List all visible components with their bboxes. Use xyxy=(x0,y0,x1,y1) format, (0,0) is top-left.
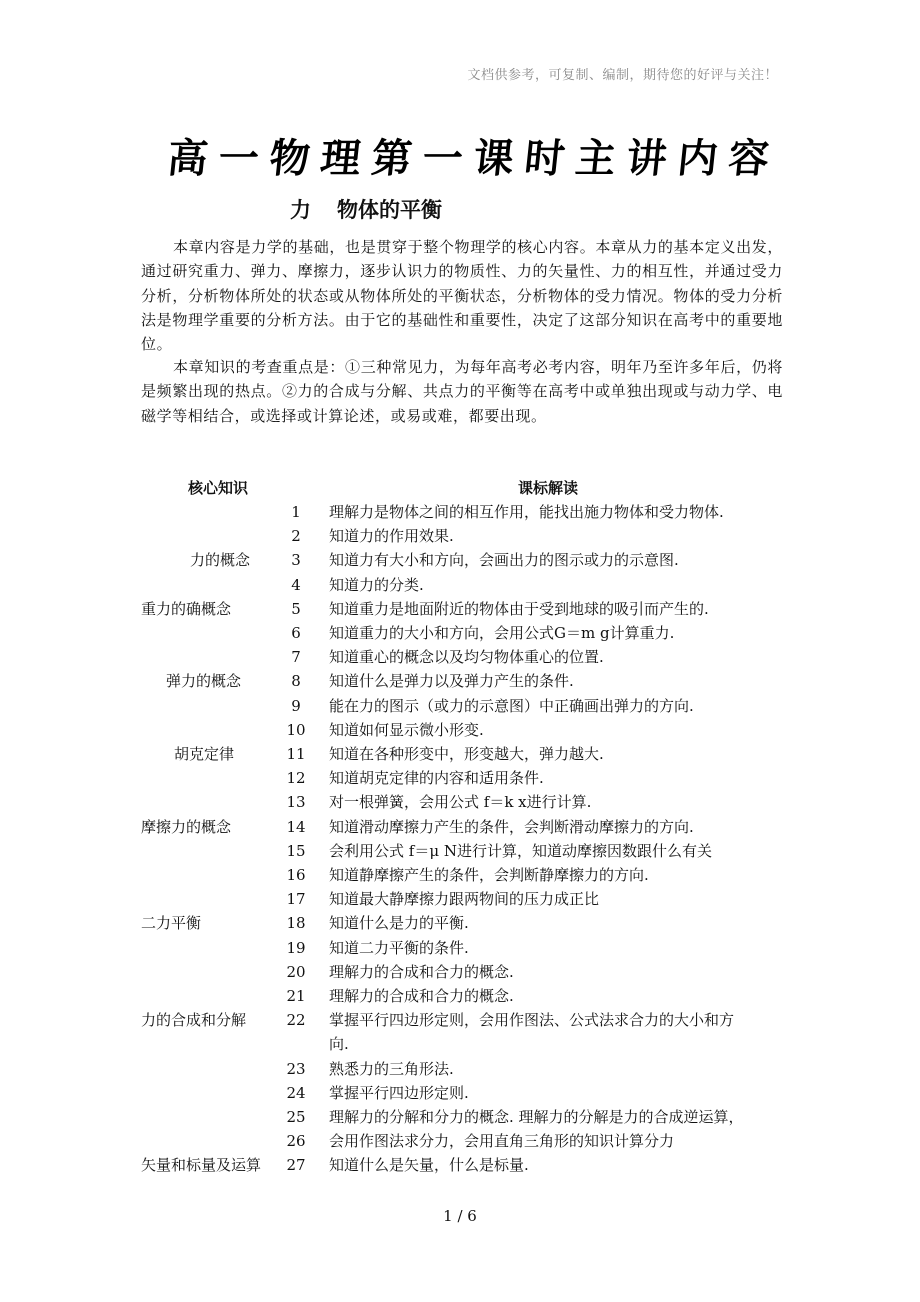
row-text: 知道滑动摩擦力产生的条件，会判断滑动摩擦力的方向. xyxy=(329,817,694,836)
section-title-part1: 力 xyxy=(290,198,311,222)
table-row xyxy=(0,573,920,597)
row-number: 10 xyxy=(286,720,306,739)
table-row xyxy=(0,839,920,863)
row-text: 知道力有大小和方向，会画出力的图示或力的示意图. xyxy=(329,551,679,570)
table-row xyxy=(0,911,920,935)
row-number: 7 xyxy=(291,648,301,667)
table-row xyxy=(0,936,920,960)
row-text: 知道二力平衡的条件. xyxy=(329,938,469,957)
row-text: 理解力的合成和合力的概念. xyxy=(329,962,514,981)
section-title-part2: 物体的平衡 xyxy=(337,198,442,222)
row-text: 知道什么是力的平衡. xyxy=(329,914,469,933)
row-number: 15 xyxy=(286,841,306,860)
table-row xyxy=(0,1153,920,1177)
row-number: 18 xyxy=(286,914,306,933)
table-row xyxy=(0,1081,920,1105)
row-number: 1 xyxy=(291,503,301,521)
table-row xyxy=(0,1032,920,1056)
row-number: 8 xyxy=(291,672,301,691)
table-row xyxy=(0,1129,920,1153)
row-category: 重力的确概念 xyxy=(141,599,232,618)
row-number: 21 xyxy=(286,987,306,1005)
focus-paragraph: 本章知识的考查重点是：①三种常见力，为每年高考必考内容，明年乃至许多年后，仍将是频繁出现的热点。②力的合成与分解、共点力的平衡等在高考中或单独出现或与动力学、电磁学等相结合，或选择或计算论述，或易或难，都要出现。 xyxy=(141,358,783,425)
row-text: 理解力是物体之间的相互作用，能找出施力物体和受力物体. xyxy=(329,503,724,521)
table-row xyxy=(0,500,920,524)
header-note: 文档供参考，可复制、编制，期待您的好评与关注！ xyxy=(467,68,778,83)
row-number: 25 xyxy=(286,1108,306,1126)
row-number: 27 xyxy=(286,1156,306,1175)
table-row xyxy=(0,1105,920,1129)
table-row xyxy=(0,597,920,621)
row-text: 掌握平行四边形定则，会用作图法、公式法求合力的大小和方 xyxy=(329,1011,735,1030)
table-row xyxy=(0,694,920,718)
table-row xyxy=(0,984,920,1008)
row-category: 力的合成和分解 xyxy=(141,1011,247,1030)
row-number: 9 xyxy=(291,696,301,715)
row-number: 16 xyxy=(286,866,306,884)
row-text: 知道什么是弹力以及弹力产生的条件. xyxy=(329,672,574,691)
table-row xyxy=(0,790,920,814)
row-number: 26 xyxy=(286,1132,306,1151)
row-text: 知道重心的概念以及均匀物体重心的位置. xyxy=(329,648,604,667)
row-category: 力的概念 xyxy=(190,551,251,570)
row-text: 会利用公式 f＝μ N进行计算，知道动摩擦因数跟什么有关 xyxy=(329,841,712,860)
row-number: 14 xyxy=(286,817,306,836)
row-text: 对一根弹簧，会用公式 f＝k x进行计算. xyxy=(329,793,592,812)
row-text: 知道什么是矢量，什么是标量. xyxy=(329,1156,529,1175)
section-title xyxy=(290,194,442,224)
row-number: 17 xyxy=(286,890,306,909)
row-number: 19 xyxy=(286,938,306,957)
row-category: 矢量和标量及运算 xyxy=(141,1156,262,1175)
row-category: 胡克定律 xyxy=(174,745,235,763)
table-row xyxy=(0,645,920,669)
row-number: 3 xyxy=(291,551,301,570)
table-row xyxy=(0,815,920,839)
row-text: 能在力的图示（或力的示意图）中正确画出弹力的方向. xyxy=(329,696,694,715)
row-category: 弹力的概念 xyxy=(166,672,242,691)
row-text: 知道重力的大小和方向，会用公式G＝m g计算重力. xyxy=(329,624,675,642)
table-row xyxy=(0,863,920,887)
row-number: 20 xyxy=(286,962,306,981)
row-text: 熟悉力的三角形法. xyxy=(329,1059,454,1078)
table-row xyxy=(0,766,920,790)
row-text: 知道力的分类. xyxy=(329,575,424,594)
row-text: 知道在各种形变中，形变越大，弹力越大. xyxy=(329,745,604,763)
row-number: 2 xyxy=(291,527,301,546)
page-number: 1 / 6 xyxy=(443,1207,477,1225)
row-number: 12 xyxy=(286,769,306,788)
table-row xyxy=(0,669,920,693)
row-number: 6 xyxy=(291,624,301,642)
row-number: 23 xyxy=(286,1059,306,1078)
table-row xyxy=(0,1057,920,1081)
table-header-core-knowledge: 核心知识 xyxy=(188,479,249,497)
row-category: 二力平衡 xyxy=(141,914,202,933)
page-title: 高一物理第一课时主讲内容 xyxy=(165,135,783,182)
row-text: 理解力的分解和分力的概念. 理解力的分解是力的合成逆运算， xyxy=(329,1108,744,1126)
table-row xyxy=(0,621,920,645)
row-text: 向. xyxy=(329,1035,349,1054)
row-number: 11 xyxy=(286,745,306,763)
row-text: 会用作图法求分力，会用直角三角形的知识计算分力 xyxy=(329,1132,675,1151)
row-number: 5 xyxy=(291,599,301,618)
table-row xyxy=(0,718,920,742)
row-number: 22 xyxy=(286,1011,306,1030)
row-number: 13 xyxy=(286,793,306,812)
row-text: 知道静摩擦产生的条件，会判断静摩擦力的方向. xyxy=(329,866,649,884)
intro-paragraph: 本章内容是力学的基础，也是贯穿于整个物理学的核心内容。本章从力的基本定义出发，通过研究重力、弹力、摩擦力，逐步认识力的物质性、力的矢量性、力的相互性，并通过受力分析，分析物体所处的状态或从物体所处的平衡状态，分析物体的受力情况。物体的受力分析法是物理学重要的分析方法。由于它的基础性和重要性，决定了这部分知识在高考中的重要地位。 xyxy=(141,238,783,354)
table-row xyxy=(0,742,920,766)
table-row xyxy=(0,1008,920,1032)
row-text: 理解力的合成和合力的概念. xyxy=(329,987,514,1005)
table-row xyxy=(0,548,920,572)
table-row xyxy=(0,887,920,911)
row-text: 知道力的作用效果. xyxy=(329,527,454,546)
row-text: 知道最大静摩擦力跟两物间的压力成正比 xyxy=(329,890,600,909)
row-text: 知道胡克定律的内容和适用条件. xyxy=(329,769,544,788)
row-number: 24 xyxy=(286,1083,306,1102)
table-row xyxy=(0,960,920,984)
table-header-curriculum: 课标解读 xyxy=(518,479,579,497)
row-text: 知道重力是地面附近的物体由于受到地球的吸引而产生的. xyxy=(329,599,709,618)
row-category: 摩擦力的概念 xyxy=(141,817,232,836)
row-text: 知道如何显示微小形变. xyxy=(329,720,484,739)
row-number: 4 xyxy=(291,575,301,594)
table-row xyxy=(0,524,920,548)
row-text: 掌握平行四边形定则. xyxy=(329,1083,469,1102)
